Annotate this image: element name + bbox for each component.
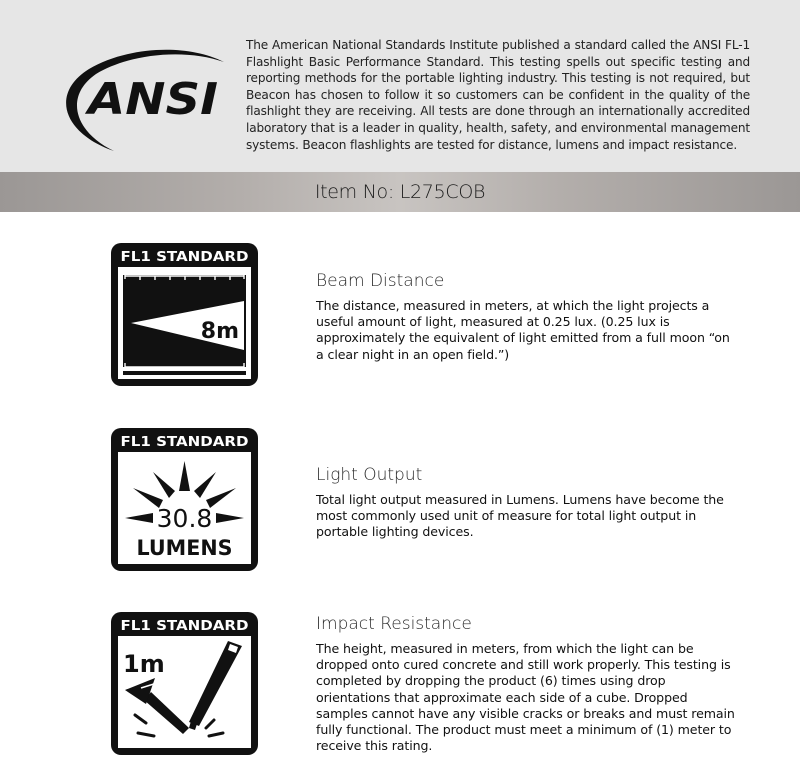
section-title-beam-distance: Beam Distance bbox=[316, 271, 445, 291]
beam-distance-icon bbox=[111, 243, 258, 386]
intro-paragraph: The American National Standards Institute published a standard called the ANSI FL-1 Flashlight Basic Performance Standard. This testing spells out specific testing and reporting methods for the portable lighting industry. This testing is not required, but Beacon has chosen to follow it so customers can be confident in the quality of the flashlight they are receiving. All tests are done through an internationally accredited laboratory that is a leader in quality, health, safety, and environmental management systems. Beacon flashlights are tested for distance, lumens and impact resistance. bbox=[246, 38, 750, 152]
beam-distance-badge bbox=[111, 243, 258, 386]
ansi-logo bbox=[44, 34, 244, 154]
light-output-icon bbox=[111, 428, 258, 571]
badge-unit: LUMENS bbox=[136, 536, 233, 560]
section-title-impact-resistance: Impact Resistance bbox=[316, 614, 472, 634]
light-output-badge bbox=[111, 428, 258, 571]
impact-resistance-icon bbox=[111, 612, 258, 755]
section-body-impact-resistance: The height, measured in meters, from which the light can be dropped onto cured concrete and still work properly. This testing is completed by dropping the product (6) times using drop orientations that approximate each side of a cube. Dropped samples cannot have any visible cracks or breaks and must remain fully functional. The product must meet a minimum of (1) meter to receive this rating. bbox=[316, 641, 735, 754]
badge-value: 30.8 bbox=[156, 504, 213, 533]
ansi-logo-text: ANSI bbox=[84, 74, 218, 125]
badge-value: 8m bbox=[200, 319, 239, 344]
ansi-header bbox=[0, 0, 800, 172]
badge-title: FL1 STANDARD bbox=[120, 249, 249, 265]
section-body-beam-distance: The distance, measured in meters, at which the light projects a useful amount of light, measured at 0.25 lux. (0.25 lux is approximately the equivalent of light emitted from a full moon “on a clear night in an open field.”) bbox=[316, 298, 730, 362]
badge-title: FL1 STANDARD bbox=[120, 434, 249, 450]
section-title-light-output: Light Output bbox=[316, 465, 423, 485]
impact-resistance-badge bbox=[111, 612, 258, 755]
badge-value: 1m bbox=[123, 650, 165, 678]
item-number-band bbox=[0, 172, 800, 212]
item-number: Item No: L275COB bbox=[314, 181, 486, 203]
ansi-logo-icon bbox=[44, 34, 244, 154]
section-body-light-output: Total light output measured in Lumens. Lumens have become the most commonly used unit of measure for total light output in portable lighting devices. bbox=[316, 492, 724, 540]
badge-title: FL1 STANDARD bbox=[120, 618, 249, 634]
